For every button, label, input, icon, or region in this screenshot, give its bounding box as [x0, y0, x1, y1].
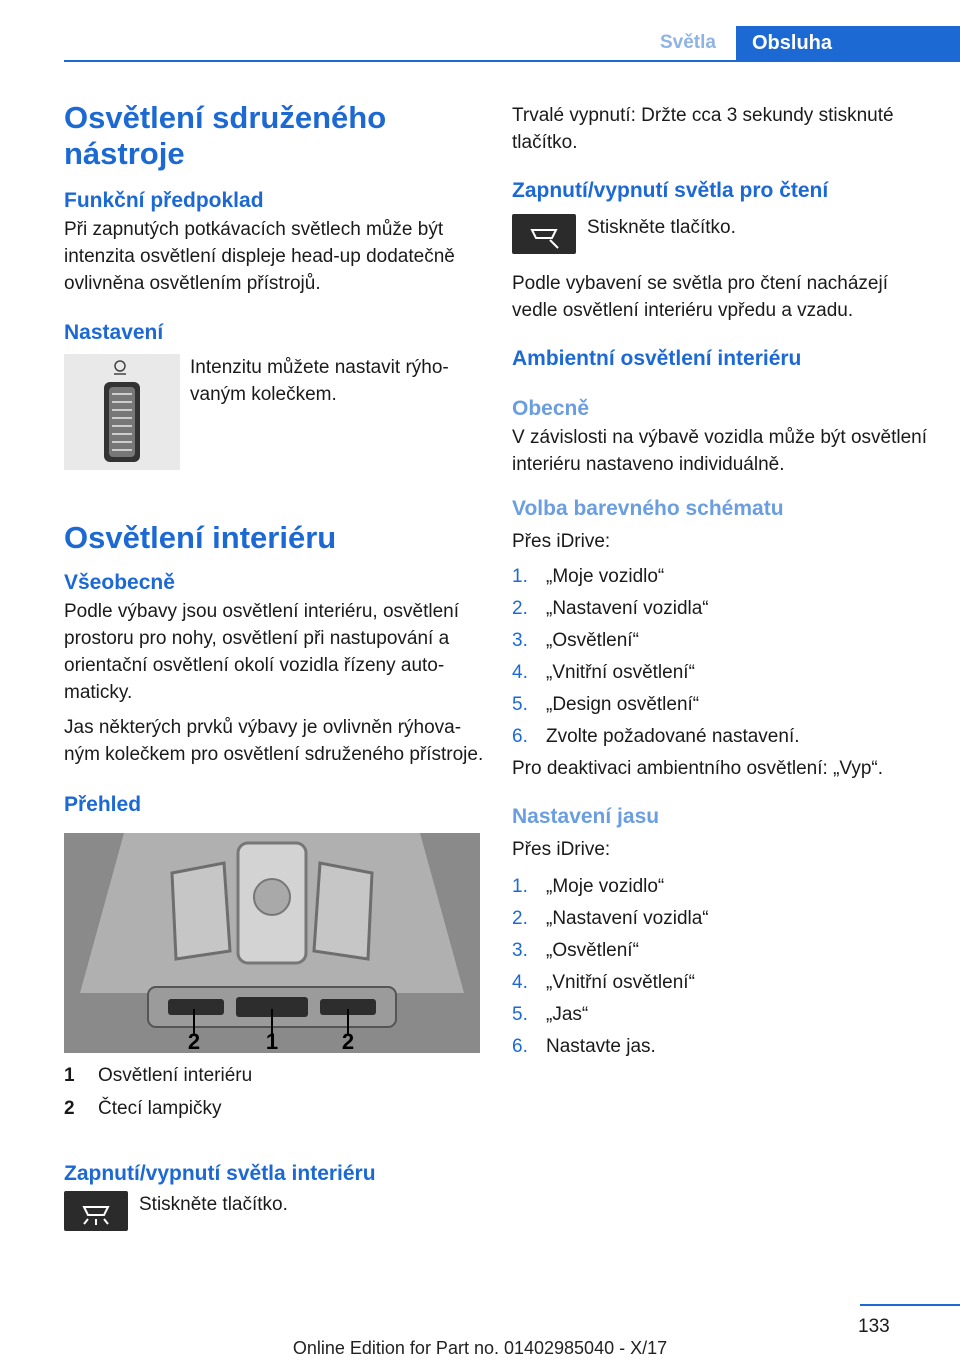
- heading-ambient: Ambientní osvětlení interiéru: [512, 347, 802, 370]
- heading-settings: Nastavení: [64, 321, 164, 344]
- page-number: 133: [858, 1316, 890, 1337]
- text-press-button-reading: Stiskněte tlačítko.: [587, 217, 736, 238]
- text-ambient-general: V závislosti na výbavě vozidla může být osvětlení interiéru nastaveno individuálně.: [512, 427, 928, 475]
- text-prerequisite: Při zapnutých potkávacích světlech může být intenzita osvětlení displeje head-up dodatečně ovlivněna osvětlením přístrojů.: [64, 219, 455, 294]
- text-reading-info: Podle vybavení se světla pro čtení nacházejí vedle osvětlení interiéru vpředu a vzadu.: [512, 273, 889, 321]
- callout-2-right: 2: [341, 1029, 355, 1053]
- legend-item: [64, 1092, 484, 1125]
- brightness-steps: [512, 871, 932, 1063]
- list-item: 1. „Moje vozidlo“: [512, 566, 665, 587]
- color-scheme-steps: [512, 561, 932, 753]
- right-column: [512, 100, 932, 1063]
- list-item: 1. „Moje vozidlo“: [512, 876, 665, 897]
- heading-interior-lighting: Osvětlení interiéru: [64, 520, 337, 555]
- text-deactivate: Pro deaktivaci ambientního osvětlení: „Vyp“.: [512, 758, 884, 779]
- list-item: 5. „Jas“: [512, 1004, 589, 1025]
- left-column: [64, 100, 484, 1231]
- list-item: 4. „Vnitřní osvětlení“: [512, 662, 695, 683]
- list-item: 6. Zvolte požadované nastavení.: [512, 726, 800, 747]
- overhead-console-image: [64, 833, 480, 1053]
- legend-text: Osvětlení interiéru: [98, 1065, 253, 1086]
- interior-light-button-icon: [64, 1191, 128, 1231]
- heading-reading-light: Zapnutí/vypnutí světla pro čtení: [512, 179, 829, 202]
- heading-color-scheme: Volba barevného schématu: [512, 497, 784, 520]
- list-item: 2. „Nastavení vozidla“: [512, 908, 709, 929]
- text-via-idrive-1: Přes iDrive:: [512, 531, 611, 552]
- text-general-2: Jas některých prvků výbavy je ovlivněn rýhovaným kolečkem pro osvětlení sdruženého přístroje.: [64, 717, 484, 765]
- text-permanent-off: Trvalé vypnutí: Držte cca 3 sekundy stisknuté tlačítko.: [512, 105, 894, 153]
- edition-footer: Online Edition for Part no. 01402985040 - X/17: [292, 1338, 668, 1358]
- footer-rule: [860, 1304, 960, 1306]
- reading-light-button-icon: [512, 214, 576, 254]
- callout-2-left: 2: [187, 1029, 201, 1053]
- thumbwheel-image: [64, 354, 180, 470]
- list-item: 6. Nastavte jas.: [512, 1036, 656, 1057]
- legend: [64, 1059, 484, 1125]
- heading-overview: Přehled: [64, 793, 142, 816]
- legend-item: [64, 1059, 484, 1092]
- legend-number: 1: [64, 1065, 75, 1086]
- heading-brightness: Nastavení jasu: [512, 805, 660, 828]
- text-via-idrive-2: Přes iDrive:: [512, 839, 611, 860]
- heading-cluster-lighting: Osvětlení sdruženého nástroje: [64, 100, 387, 171]
- section-tab[interactable]: Světla: [640, 26, 736, 60]
- text-settings: Intenzitu můžete nastavit rýhovaným kolečkem.: [190, 357, 449, 405]
- heading-general: Všeobecně: [64, 571, 175, 594]
- callout-1: 1: [265, 1029, 279, 1053]
- list-item: 5. „Design osvětlení“: [512, 694, 700, 715]
- heading-prerequisite: Funkční předpoklad: [64, 189, 264, 212]
- legend-number: 2: [64, 1098, 75, 1119]
- list-item: 3. „Osvětlení“: [512, 630, 639, 651]
- list-item: 3. „Osvětlení“: [512, 940, 639, 961]
- list-item: 2. „Nastavení vozidla“: [512, 598, 709, 619]
- chapter-tab[interactable]: Obsluha: [736, 26, 960, 60]
- text-general-1: Podle výbavy jsou osvětlení interiéru, osvětlení prostoru pro nohy, osvětlení při nastupování a orientační osvětlení okolí vozidla řízeny automaticky.: [64, 601, 459, 703]
- text-press-button: Stiskněte tlačítko.: [139, 1194, 288, 1215]
- header-rule: [64, 60, 960, 62]
- list-item: 4. „Vnitřní osvětlení“: [512, 972, 695, 993]
- legend-text: Čtecí lampičky: [98, 1098, 222, 1119]
- heading-general-ambient: Obecně: [512, 397, 590, 420]
- heading-interior-onoff: Zapnutí/vypnutí světla interiéru: [64, 1162, 376, 1185]
